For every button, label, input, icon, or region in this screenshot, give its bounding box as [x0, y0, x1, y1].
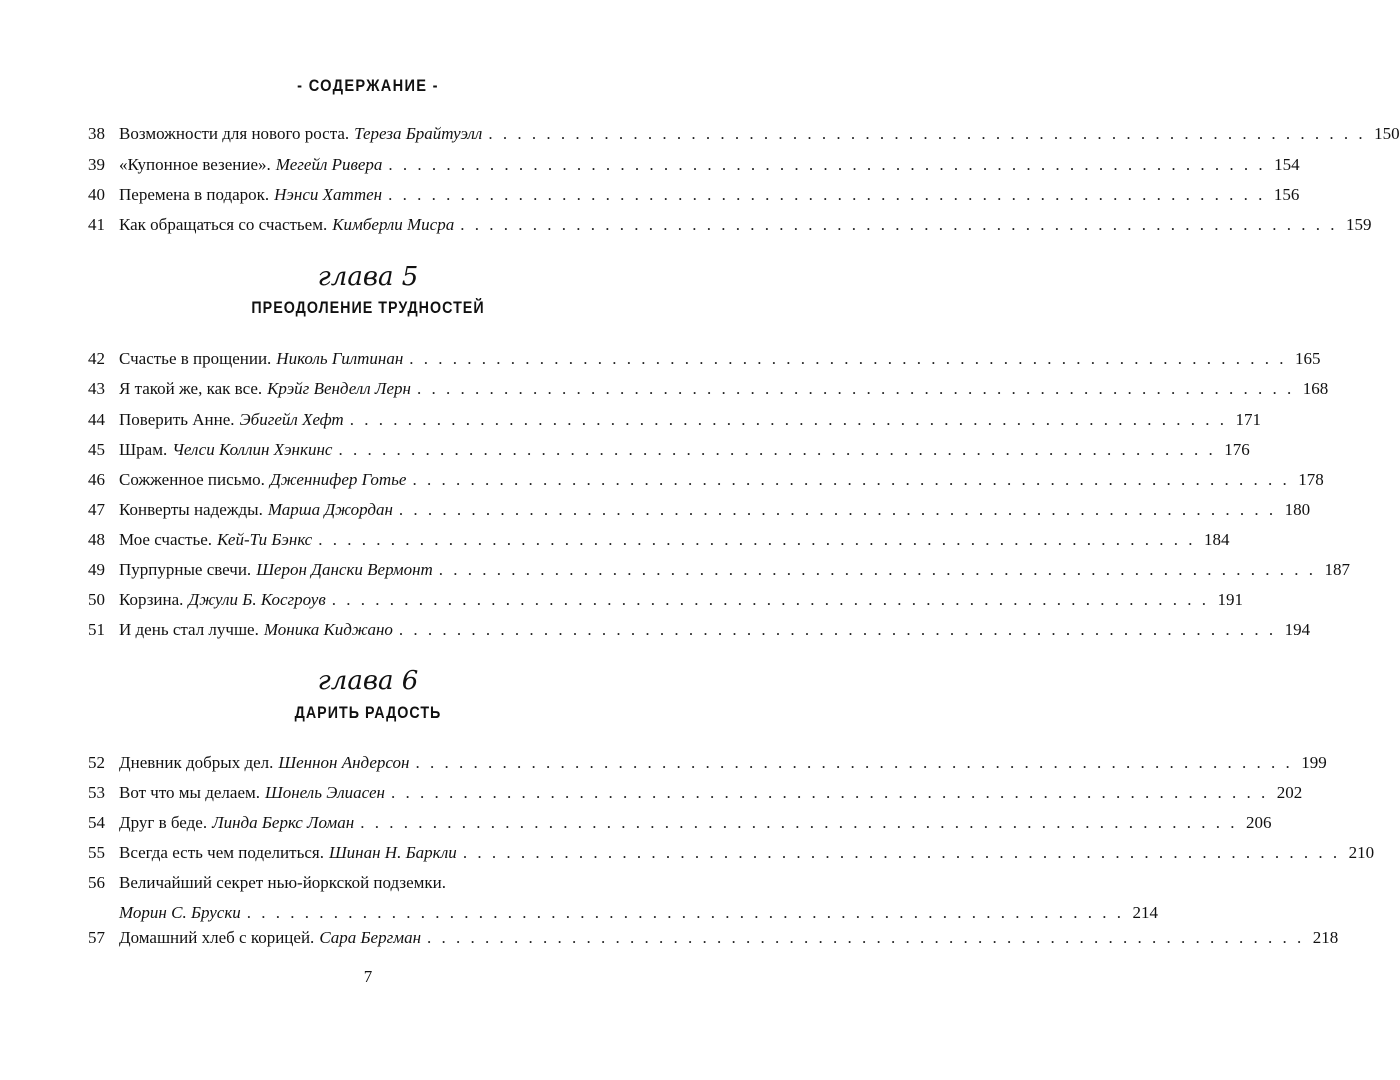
toc-entry — [88, 585, 1243, 615]
entry-author: Шеннон Андерсон — [278, 753, 410, 772]
entry-number: 38 — [88, 124, 105, 143]
chapter-title: ДАРИТЬ РАДОСТЬ — [294, 703, 442, 722]
entry-title: Дневник добрых дел. — [119, 753, 274, 772]
chapter-number: глава 6 — [317, 666, 419, 696]
entry-author: Челси Коллин Хэнкинс — [172, 440, 333, 459]
entry-page: 214 — [1132, 903, 1159, 922]
toc-entry — [88, 838, 1375, 868]
leader-dots: . . . . . . . . . . . . . . . . . . . . . . . . . . . . . . . . . . . . . . . . . . . . . . . . . . . . . . . . . . . . . — [360, 813, 1238, 832]
entry-number: 57 — [88, 928, 105, 947]
entry-page: 178 — [1298, 470, 1324, 489]
entry-title: Поверить Анне. — [119, 410, 235, 429]
entry-title: Как обращаться со счастьем. — [119, 215, 328, 234]
leader-dots: . . . . . . . . . . . . . . . . . . . . . . . . . . . . . . . . . . . . . . . . . . . . . . . . . . . . . . . . . . . . . — [438, 560, 1317, 579]
entry-number: 56 — [88, 873, 105, 892]
entry-page: 210 — [1348, 843, 1375, 862]
page-number: 7 — [363, 967, 373, 986]
entry-title: Конверты надежды. — [119, 500, 263, 519]
entry-author: Кей-Ти Бэнкс — [217, 530, 313, 549]
entry-number: 54 — [88, 813, 105, 832]
entry-page: 180 — [1284, 500, 1311, 519]
entry-page: 156 — [1273, 185, 1300, 204]
entry-title: Всегда есть чем поделиться. — [119, 843, 324, 862]
entry-page: 206 — [1245, 813, 1272, 832]
entry-author: Нэнси Хаттен — [274, 185, 383, 204]
toc-entry — [88, 555, 1351, 585]
toc-entry — [88, 150, 1300, 180]
entry-title: Сожженное письмо. — [119, 470, 265, 489]
toc-entry — [88, 119, 1400, 149]
entry-title: Пурпурные свечи. — [119, 560, 252, 579]
entry-number: 52 — [88, 753, 105, 772]
toc-entry — [88, 405, 1261, 435]
toc-entry — [88, 808, 1272, 838]
entry-author: Марша Джордан — [267, 500, 393, 519]
entry-number: 39 — [88, 155, 105, 174]
toc-entry — [88, 525, 1230, 555]
entry-title: Возможности для нового роста. — [119, 124, 350, 143]
entry-title: Перемена в подарок. — [119, 185, 270, 204]
entry-page: 150 — [1374, 124, 1400, 143]
entry-page: 218 — [1312, 928, 1339, 947]
entry-title: Вот что мы делаем. — [119, 783, 261, 802]
entry-number: 49 — [88, 560, 105, 579]
entry-author: Николь Гилтинан — [276, 349, 404, 368]
entry-author: Эбигейл Хефт — [239, 410, 344, 429]
leader-dots: . . . . . . . . . . . . . . . . . . . . . . . . . . . . . . . . . . . . . . . . . . . . . . . . . . . . . . . . . . . . . — [398, 620, 1277, 639]
entry-title: Счастье в прощении. — [119, 349, 272, 368]
entry-page: 168 — [1302, 379, 1329, 398]
entry-author: Линда Беркс Ломан — [212, 813, 355, 832]
entry-page: 194 — [1284, 620, 1311, 639]
entry-title: Домашний хлеб с корицей. — [119, 928, 315, 947]
entry-page: 187 — [1324, 560, 1351, 579]
leader-dots: . . . . . . . . . . . . . . . . . . . . . . . . . . . . . . . . . . . . . . . . . . . . . . . . . . . . . . . . . . . . . — [415, 753, 1293, 772]
entry-page: 184 — [1203, 530, 1230, 549]
leader-dots: . . . . . . . . . . . . . . . . . . . . . . . . . . . . . . . . . . . . . . . . . . . . . . . . . . . . . . . . . . . . . — [318, 530, 1196, 549]
toc-entry — [88, 868, 1159, 928]
entry-author: Крэйг Венделл Лерн — [267, 379, 411, 398]
toc-entry — [88, 344, 1321, 374]
entry-page: 191 — [1217, 590, 1243, 609]
entry-title: Друг в беде. — [119, 813, 208, 832]
entry-author: Шонель Элиасен — [265, 783, 385, 802]
entry-title: И день стал лучше. — [119, 620, 259, 639]
leader-dots: . . . . . . . . . . . . . . . . . . . . . . . . . . . . . . . . . . . . . . . . . . . . . . . . . . . . . . . . . . . . . — [338, 440, 1216, 459]
entry-author: Кимберли Мисра — [332, 215, 455, 234]
toc-entry — [88, 748, 1327, 778]
toc-heading: - СОДЕРЖАНИЕ - — [297, 76, 439, 95]
entry-number: 43 — [88, 379, 105, 398]
leader-dots: . . . . . . . . . . . . . . . . . . . . . . . . . . . . . . . . . . . . . . . . . . . . . . . . . . . . . . . . . . . . . — [388, 155, 1266, 174]
entry-page: 202 — [1276, 783, 1303, 802]
entry-title: Я такой же, как все. — [119, 379, 263, 398]
leader-dots: . . . . . . . . . . . . . . . . . . . . . . . . . . . . . . . . . . . . . . . . . . . . . . . . . . . . . . . . . . . . . — [412, 470, 1290, 489]
entry-title: Шрам. — [119, 440, 168, 459]
toc-entry — [88, 778, 1303, 808]
entry-number: 53 — [88, 783, 105, 802]
leader-dots: . . . . . . . . . . . . . . . . . . . . . . . . . . . . . . . . . . . . . . . . . . . . . . . . . . . . . . . . . . . . . — [331, 590, 1209, 609]
entry-author: Джули Б. Косгроув — [188, 590, 326, 609]
leader-dots: . . . . . . . . . . . . . . . . . . . . . . . . . . . . . . . . . . . . . . . . . . . . . . . . . . . . . . . . . . . . . — [398, 500, 1277, 519]
toc-entry — [88, 465, 1324, 495]
toc-entry — [88, 435, 1250, 465]
leader-dots: . . . . . . . . . . . . . . . . . . . . . . . . . . . . . . . . . . . . . . . . . . . . . . . . . . . . . . . . . . . . . — [460, 215, 1338, 234]
toc-entry — [88, 180, 1300, 210]
entry-number: 41 — [88, 215, 105, 234]
toc-entry — [88, 374, 1329, 404]
leader-dots: . . . . . . . . . . . . . . . . . . . . . . . . . . . . . . . . . . . . . . . . . . . . . . . . . . . . . . . . . . . . . — [390, 783, 1269, 802]
entry-title: Величайший секрет нью-йоркской подземки. — [119, 873, 447, 892]
entry-author: Моника Киджано — [263, 620, 393, 639]
entry-author: Тереза Брайтуэлл — [354, 124, 483, 143]
entry-page: 176 — [1224, 440, 1250, 459]
leader-dots: . . . . . . . . . . . . . . . . . . . . . . . . . . . . . . . . . . . . . . . . . . . . . . . . . . . . . . . . . . . . . — [409, 349, 1287, 368]
entry-number: 40 — [88, 185, 105, 204]
entry-number: 44 — [88, 410, 105, 429]
entry-number: 46 — [88, 470, 105, 489]
entry-page: 165 — [1295, 349, 1321, 368]
entry-author: Дженнифер Готье — [269, 470, 407, 489]
entry-number: 51 — [88, 620, 105, 639]
entry-page: 159 — [1345, 215, 1372, 234]
toc-entry — [88, 615, 1311, 645]
toc-entry — [88, 210, 1372, 240]
chapter-title: ПРЕОДОЛЕНИЕ ТРУДНОСТЕЙ — [251, 298, 485, 317]
entry-author: Мегейл Ривера — [275, 155, 383, 174]
entry-author: Шинан Н. Баркли — [328, 843, 457, 862]
entry-number: 55 — [88, 843, 105, 862]
entry-number: 47 — [88, 500, 105, 519]
entry-author: Морин С. Бруски — [119, 903, 241, 922]
leader-dots: . . . . . . . . . . . . . . . . . . . . . . . . . . . . . . . . . . . . . . . . . . . . . . . . . . . . . . . . . . . . . — [488, 124, 1366, 143]
entry-page: 154 — [1274, 155, 1300, 174]
toc-entry — [88, 923, 1339, 953]
entry-title: Мое счастье. — [119, 530, 213, 549]
entry-number: 42 — [88, 349, 105, 368]
leader-dots: . . . . . . . . . . . . . . . . . . . . . . . . . . . . . . . . . . . . . . . . . . . . . . . . . . . . . . . . . . . . . — [462, 843, 1341, 862]
entry-title: «Купонное везение». — [119, 155, 271, 174]
toc-entry — [88, 495, 1311, 525]
leader-dots: . . . . . . . . . . . . . . . . . . . . . . . . . . . . . . . . . . . . . . . . . . . . . . . . . . . . . . . . . . . . . — [416, 379, 1295, 398]
entry-number: 45 — [88, 440, 105, 459]
entry-author: Шерон Дански Вермонт — [256, 560, 433, 579]
entry-author: Сара Бергман — [319, 928, 422, 947]
entry-page: 171 — [1235, 410, 1261, 429]
leader-dots: . . . . . . . . . . . . . . . . . . . . . . . . . . . . . . . . . . . . . . . . . . . . . . . . . . . . . . . . . . . . . — [246, 903, 1125, 922]
leader-dots: . . . . . . . . . . . . . . . . . . . . . . . . . . . . . . . . . . . . . . . . . . . . . . . . . . . . . . . . . . . . . — [349, 410, 1227, 429]
leader-dots: . . . . . . . . . . . . . . . . . . . . . . . . . . . . . . . . . . . . . . . . . . . . . . . . . . . . . . . . . . . . . — [427, 928, 1305, 947]
chapter-number: глава 5 — [317, 262, 419, 292]
entry-title: Корзина. — [119, 590, 184, 609]
leader-dots: . . . . . . . . . . . . . . . . . . . . . . . . . . . . . . . . . . . . . . . . . . . . . . . . . . . . . . . . . . . . . — [388, 185, 1266, 204]
entry-number: 48 — [88, 530, 105, 549]
entry-page: 199 — [1301, 753, 1327, 772]
entry-number: 50 — [88, 590, 105, 609]
